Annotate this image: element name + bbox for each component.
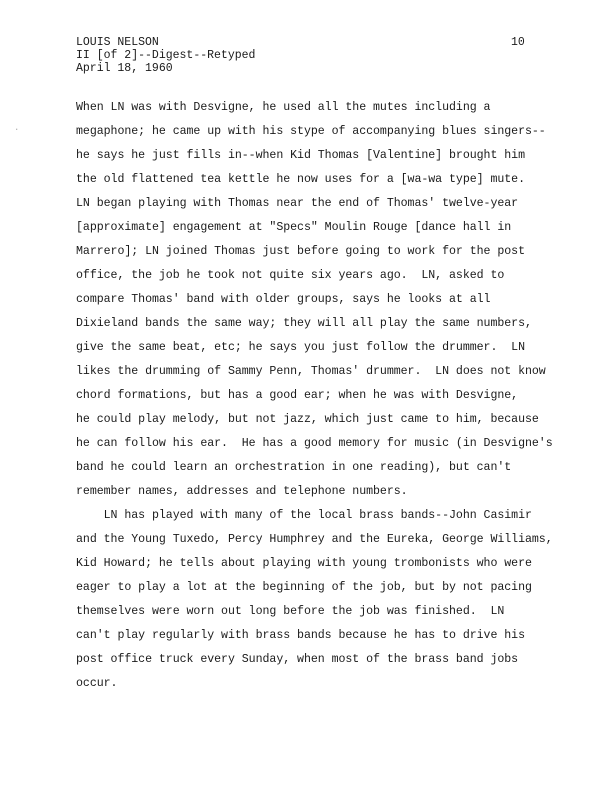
text-line: he says he just fills in--when Kid Thomas [Valentine] brought him: [76, 149, 525, 162]
text-line: chord formations, but has a good ear; when he was with Desvigne,: [76, 389, 519, 402]
interview-date: April 18, 1960: [76, 62, 173, 75]
text-line: LN has played with many of the local brass bands--John Casimir: [76, 509, 532, 522]
document-header: [76, 36, 255, 75]
text-line: can't play regularly with brass bands because he has to drive his: [76, 629, 525, 642]
interviewee-name: LOUIS NELSON: [76, 36, 159, 49]
page-number: 10: [511, 36, 525, 49]
text-line: the old flattened tea kettle he now uses for a [wa-wa type] mute.: [76, 173, 525, 186]
text-line: themselves were worn out long before the job was finished. LN: [76, 605, 505, 618]
digest-part: II [of 2]--Digest--Retyped: [76, 49, 256, 62]
text-line: Kid Howard; he tells about playing with young trombonists who were: [76, 557, 532, 570]
text-line: eager to play a lot at the beginning of the job, but by not pacing: [76, 581, 532, 594]
text-line: and the Young Tuxedo, Percy Humphrey and the Eureka, George Williams,: [76, 533, 553, 546]
text-line: he can follow his ear. He has a good memory for music (in Desvigne's: [76, 437, 553, 450]
stray-mark: ·: [14, 125, 20, 135]
text-line: band he could learn an orchestration in one reading), but can't: [76, 461, 512, 474]
text-line: When LN was with Desvigne, he used all the mutes including a: [76, 101, 491, 114]
text-line: office, the job he took not quite six years ago. LN, asked to: [76, 269, 505, 282]
text-line: give the same beat, etc; he says you just follow the drummer. LN: [76, 341, 525, 354]
text-line: LN began playing with Thomas near the end of Thomas' twelve-year: [76, 197, 519, 210]
text-line: [approximate] engagement at "Specs" Moulin Rouge [dance hall in: [76, 221, 512, 234]
text-line: remember names, addresses and telephone numbers.: [76, 485, 408, 498]
text-line: he could play melody, but not jazz, which just came to him, because: [76, 413, 539, 426]
text-line: post office truck every Sunday, when most of the brass band jobs: [76, 653, 519, 666]
text-line: megaphone; he came up with his stype of accompanying blues singers--: [76, 125, 546, 138]
text-line: likes the drumming of Sammy Penn, Thomas' drummer. LN does not know: [76, 365, 546, 378]
text-line: occur.: [76, 677, 118, 690]
text-line: Dixieland bands the same way; they will all play the same numbers,: [76, 317, 532, 330]
text-line: Marrero]; LN joined Thomas just before going to work for the post: [76, 245, 525, 258]
text-line: compare Thomas' band with older groups, says he looks at all: [76, 293, 491, 306]
